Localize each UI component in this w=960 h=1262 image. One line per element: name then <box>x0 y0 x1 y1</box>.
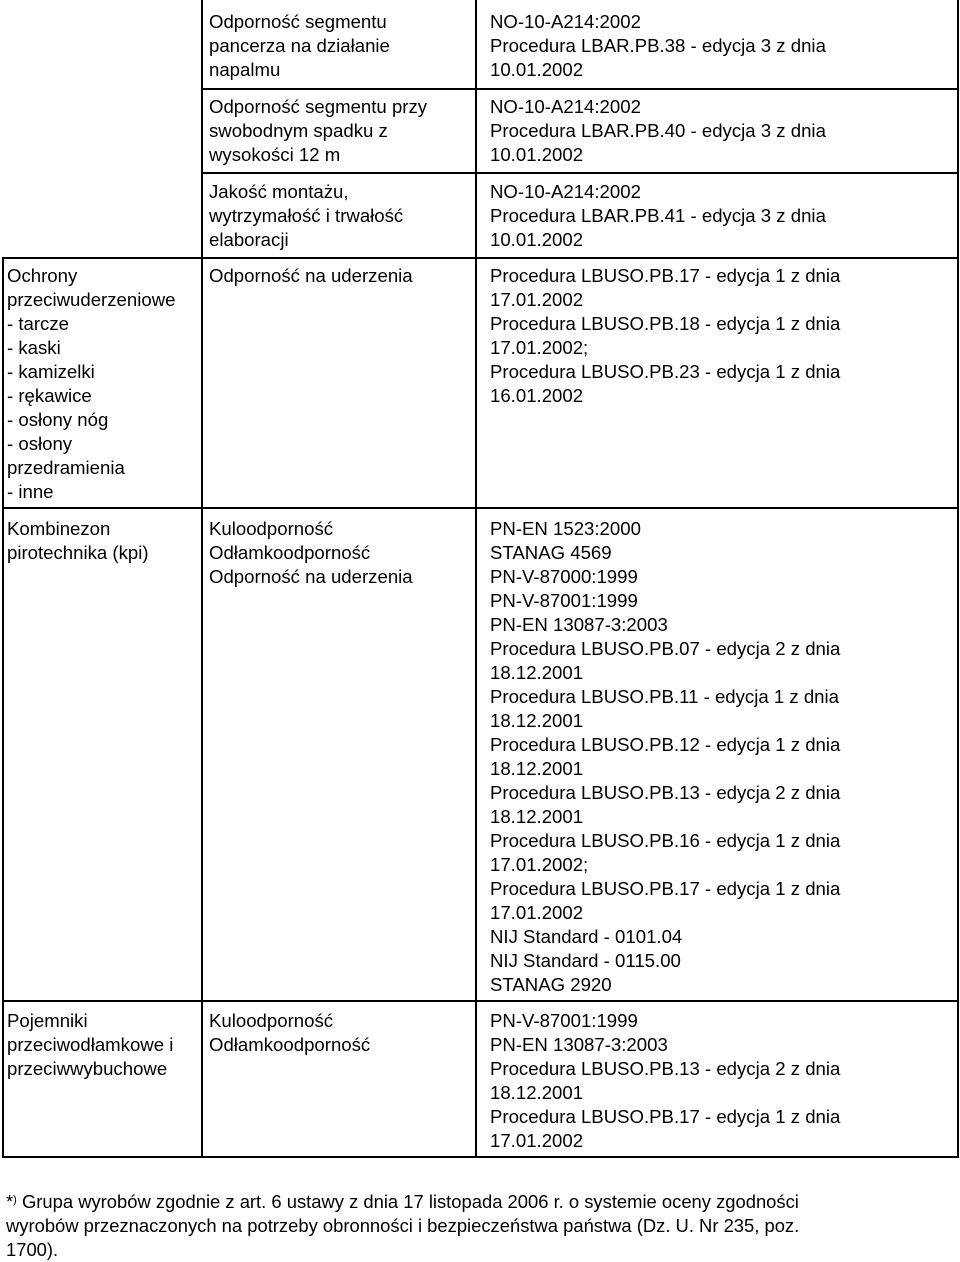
standard-line: NO-10-A214:2002 <box>490 96 641 117</box>
standard-line: STANAG 4569 <box>490 542 612 563</box>
standard-line: Procedura LBUSO.PB.17 - edycja 1 z dnia <box>490 265 841 286</box>
footnote-marker: * <box>6 1191 14 1212</box>
product-line: przedramienia <box>7 457 125 478</box>
property-line: wysokości 12 m <box>209 144 341 165</box>
property-line: swobodnym spadku z <box>209 120 388 141</box>
standard-line: PN-EN 13087-3:2003 <box>490 614 668 635</box>
standard-line: NO-10-A214:2002 <box>490 11 641 32</box>
standards-cell <box>490 180 826 252</box>
standard-line: 18.12.2001 <box>490 662 584 683</box>
row-divider <box>201 88 959 90</box>
footnote <box>6 1190 956 1262</box>
product-cell <box>7 1009 173 1081</box>
standard-line: 18.12.2001 <box>490 710 584 731</box>
product-line: - kamizelki <box>7 361 95 382</box>
row-divider <box>2 507 959 509</box>
standard-line: 10.01.2002 <box>490 144 584 165</box>
property-line: Odporność segmentu przy <box>209 96 428 117</box>
standard-line: Procedura LBUSO.PB.16 - edycja 1 z dnia <box>490 830 841 851</box>
property-line: napalmu <box>209 59 281 80</box>
product-line: Kombinezon <box>7 518 111 539</box>
product-line: pirotechnika (kpi) <box>7 542 149 563</box>
standard-line: 10.01.2002 <box>490 229 584 250</box>
product-line: przeciwwybuchowe <box>7 1058 168 1079</box>
standard-line: PN-EN 13087-3:2003 <box>490 1034 668 1055</box>
standard-line: Procedura LBUSO.PB.23 - edycja 1 z dnia <box>490 361 841 382</box>
standard-line: 17.01.2002; <box>490 854 589 875</box>
property-line: Odporność segmentu <box>209 11 387 32</box>
property-line: Odporność na uderzenia <box>209 265 413 286</box>
property-line: wytrzymałość i trwałość <box>209 205 404 226</box>
standard-line: NIJ Standard - 0101.04 <box>490 926 683 947</box>
property-cell <box>209 517 413 589</box>
product-line: przeciwodłamkowe i <box>7 1034 174 1055</box>
footnote-line: wyrobów przeznaczonych na potrzeby obronności i bezpieczeństwa państwa (Dz. U. Nr 235, poz. <box>6 1215 800 1236</box>
property-cell <box>209 10 390 82</box>
standard-line: PN-V-87001:1999 <box>490 1010 638 1031</box>
row-divider <box>2 1000 959 1002</box>
standard-line: Procedura LBUSO.PB.17 - edycja 1 z dnia <box>490 1106 841 1127</box>
standards-cell <box>490 264 840 408</box>
standard-line: PN-EN 1523:2000 <box>490 518 641 539</box>
standards-cell <box>490 95 826 167</box>
property-line: Odłamkoodporność <box>209 1034 371 1055</box>
standard-line: Procedura LBUSO.PB.13 - edycja 2 z dnia <box>490 1058 841 1079</box>
row-divider <box>2 257 959 259</box>
property-cell <box>209 95 427 167</box>
property-line: Jakość montażu, <box>209 181 349 202</box>
footnote-line: 1700). <box>6 1239 59 1260</box>
standard-line: Procedura LBAR.PB.41 - edycja 3 z dnia <box>490 205 826 226</box>
property-line: pancerza na działanie <box>209 35 390 56</box>
row-divider <box>201 172 959 174</box>
property-cell <box>209 1009 370 1057</box>
standard-line: 18.12.2001 <box>490 758 584 779</box>
property-line: Odporność na uderzenia <box>209 566 413 587</box>
standards-table <box>2 0 959 1158</box>
footnote-superscript: ) <box>13 1194 17 1206</box>
footnote-text: Grupa wyrobów zgodnie z art. 6 ustawy z dnia 17 listopada 2006 r. o systemie oceny zgodności <box>21 1191 799 1212</box>
standard-line: Procedura LBAR.PB.38 - edycja 3 z dnia <box>490 35 826 56</box>
product-cell <box>7 264 175 504</box>
product-line: Ochrony <box>7 265 78 286</box>
standard-line: 17.01.2002 <box>490 902 584 923</box>
standard-line: 10.01.2002 <box>490 59 584 80</box>
standard-line: Procedura LBUSO.PB.07 - edycja 2 z dnia <box>490 638 841 659</box>
property-line: Kuloodporność <box>209 518 334 539</box>
standards-cell <box>490 517 840 997</box>
standard-line: PN-V-87000:1999 <box>490 566 638 587</box>
standard-line: Procedura LBUSO.PB.12 - edycja 1 z dnia <box>490 734 841 755</box>
table-border-left <box>2 257 4 1158</box>
standard-line: Procedura LBUSO.PB.11 - edycja 1 z dnia <box>490 686 839 707</box>
property-line: Kuloodporność <box>209 1010 334 1031</box>
property-line: Odłamkoodporność <box>209 542 371 563</box>
standard-line: 18.12.2001 <box>490 806 584 827</box>
standard-line: PN-V-87001:1999 <box>490 590 638 611</box>
product-line: przeciwuderzeniowe <box>7 289 176 310</box>
property-cell <box>209 264 413 288</box>
product-line: - osłony <box>7 433 73 454</box>
product-line: - kaski <box>7 337 61 358</box>
standard-line: STANAG 2920 <box>490 974 612 995</box>
table-border-bottom <box>2 1156 959 1158</box>
standard-line: 17.01.2002 <box>490 289 584 310</box>
standard-line: Procedura LBUSO.PB.18 - edycja 1 z dnia <box>490 313 841 334</box>
standards-cell <box>490 1009 840 1153</box>
standard-line: Procedura LBAR.PB.40 - edycja 3 z dnia <box>490 120 826 141</box>
standard-line: 17.01.2002 <box>490 1130 584 1151</box>
standard-line: Procedura LBUSO.PB.13 - edycja 2 z dnia <box>490 782 841 803</box>
product-line: - inne <box>7 481 54 502</box>
standard-line: 18.12.2001 <box>490 1082 584 1103</box>
standards-cell <box>490 10 826 82</box>
standard-line: 17.01.2002; <box>490 337 589 358</box>
property-line: elaboracji <box>209 229 289 250</box>
footnote-line <box>6 1190 956 1214</box>
product-line: - osłony nóg <box>7 409 109 430</box>
product-cell <box>7 517 149 565</box>
standard-line: NIJ Standard - 0115.00 <box>490 950 681 971</box>
product-line: - tarcze <box>7 313 69 334</box>
standard-line: 16.01.2002 <box>490 385 584 406</box>
standard-line: NO-10-A214:2002 <box>490 181 641 202</box>
standard-line: Procedura LBUSO.PB.17 - edycja 1 z dnia <box>490 878 841 899</box>
product-line: Pojemniki <box>7 1010 88 1031</box>
product-line: - rękawice <box>7 385 92 406</box>
property-cell <box>209 180 403 252</box>
